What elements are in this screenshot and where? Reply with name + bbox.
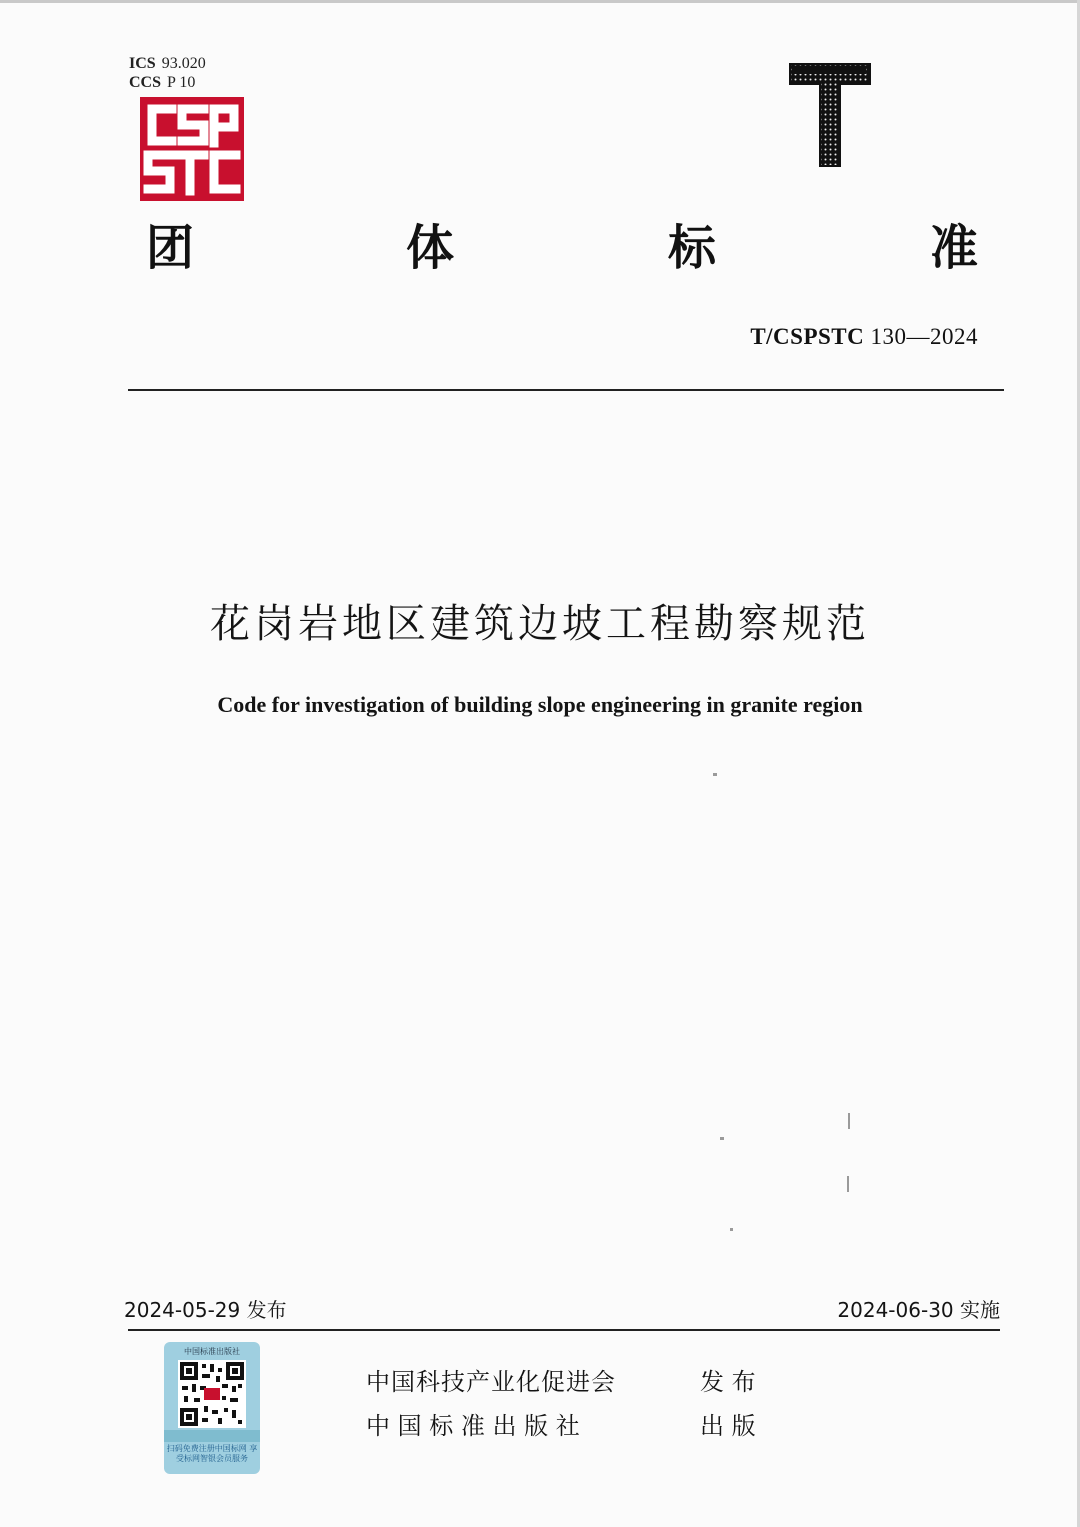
cspstc-logo-mark	[140, 97, 244, 201]
publisher-issuer-role: 发 布	[700, 1368, 756, 1396]
classification-codes	[129, 54, 206, 92]
header-divider	[128, 389, 1004, 391]
issue-date: 2024-05-29 发布	[124, 1298, 287, 1322]
label-note: 扫码免费注册中国标网 享受标网智银会员服务	[166, 1444, 258, 1463]
label-title: 中国标准出版社	[184, 1347, 240, 1356]
standard-type-char-4: 准	[930, 220, 979, 276]
scan-speck	[720, 1137, 724, 1140]
qr-code[interactable]	[178, 1360, 246, 1428]
standard-type-char-2: 体	[406, 220, 455, 276]
scan-speck	[848, 1113, 850, 1129]
ccs-code: CCS P 10	[129, 74, 196, 91]
document-number: T/CSPSTC 130—2024	[750, 324, 978, 349]
scan-edge-top	[0, 0, 1080, 3]
ics-code: ICS 93.020	[129, 55, 206, 72]
label-band	[164, 1430, 260, 1442]
implementation-date: 2024-06-30 实施	[837, 1298, 1000, 1322]
category-t-mark	[788, 62, 872, 168]
anti-counterfeit-label	[164, 1342, 260, 1474]
footer-divider	[128, 1329, 1000, 1331]
qr-code-pattern	[178, 1360, 246, 1428]
title-english: Code for investigation of building slope engineering in granite region	[217, 692, 863, 717]
standard-type-char-1: 团	[146, 220, 195, 276]
standard-category-mark	[788, 62, 872, 172]
scan-speck	[713, 773, 717, 776]
scan-speck	[847, 1176, 849, 1192]
standard-type-char-3: 标	[668, 220, 717, 276]
publisher-press-role: 出 版	[700, 1412, 756, 1440]
scan-speck	[730, 1228, 733, 1231]
publisher-press-name: 中 国 标 准 出 版 社	[366, 1412, 580, 1440]
title-chinese: 花岗岩地区建筑边坡工程勘察规范	[210, 601, 870, 647]
publisher-issuer-name: 中国科技产业化促进会	[366, 1368, 616, 1396]
cspstc-logo	[140, 97, 244, 201]
